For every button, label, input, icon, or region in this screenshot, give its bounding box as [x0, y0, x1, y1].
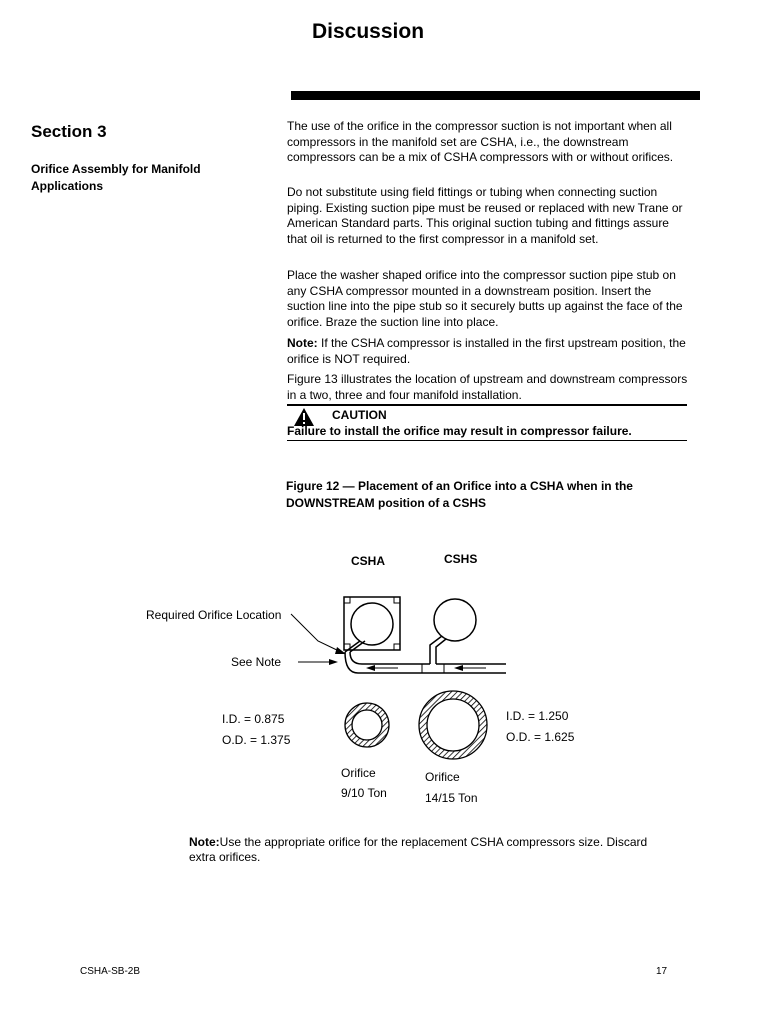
note-label: Note: — [287, 336, 318, 350]
flow-arrow-left — [366, 665, 398, 671]
paragraph-note — [287, 336, 692, 367]
caution-bottom-rule — [287, 440, 687, 441]
title-rule — [291, 91, 700, 100]
paragraph-orifice-importance: The use of the orifice in the compressor suction is not important when all compressors in the manifold set are CSHA, i.e., the downstream compressors can be a mix of CSHA compressors with or without orifices. — [287, 119, 674, 164]
label-cshs: CSHS — [444, 552, 478, 566]
label-see-note: See Note — [231, 655, 282, 669]
large-orifice-od: O.D. = 1.625 — [506, 730, 575, 744]
note-text: If the CSHA compressor is installed in the first upstream position, the orifice is NOT required. — [287, 336, 686, 366]
small-orifice-od: O.D. = 1.375 — [222, 733, 291, 747]
figure-caption: Figure 12 — Placement of an Orifice into a CSHA when in the DOWNSTREAM position of a CSHS — [286, 479, 633, 510]
bottom-note-text: Use the appropriate orifice for the replacement CSHA compressors size. Discard extra orifices. — [189, 835, 648, 864]
caution-label: CAUTION — [332, 408, 387, 422]
small-orifice-name: Orifice — [341, 766, 376, 780]
label-csha: CSHA — [351, 554, 386, 568]
bottom-note — [189, 835, 649, 865]
paragraph-no-substitute: Do not substitute using field fittings or tubing when connecting suction piping. Existing suction pipe must be reused or replaced with new Trane or American Standard parts. This original suction tubing and fittings assure that oil is returned to the first compressor in a manifold set. — [287, 185, 683, 246]
small-orifice-id: I.D. = 0.875 — [222, 712, 285, 726]
small-orifice-size: 9/10 Ton — [341, 786, 387, 800]
footer-doc-id: CSHA-SB-2B — [80, 966, 141, 977]
caution-top-rule — [287, 404, 687, 406]
label-required-orifice: Required Orifice Location — [146, 608, 282, 622]
page-title: Discussion — [312, 20, 425, 43]
large-orifice-name: Orifice — [425, 770, 460, 784]
csha-compressor — [344, 597, 400, 650]
large-orifice-id: I.D. = 1.250 — [506, 709, 569, 723]
large-orifice-ring — [419, 691, 487, 759]
section-subheading: Orifice Assembly for Manifold Applications — [31, 162, 201, 193]
orifice-placement-diagram — [0, 540, 768, 830]
footer-page-number: 17 — [656, 966, 668, 977]
bottom-note-label: Note: — [189, 835, 220, 849]
small-orifice-ring — [345, 703, 389, 747]
paragraph-figure-13: Figure 13 illustrates the location of upstream and downstream compressors in a two, three and four manifold installation. — [287, 372, 688, 402]
large-orifice-size: 14/15 Ton — [425, 791, 478, 805]
cshs-compressor — [434, 599, 476, 641]
paragraph-placement: Place the washer shaped orifice into the compressor suction pipe stub on any CSHA compressor mounted in a downstream position. Insert the suction line into the pipe stub so it securely butts up against the face of the orifice. Braze the suction line into place. — [287, 268, 683, 329]
leader-required-orifice — [291, 614, 341, 652]
section-heading: Section 3 — [31, 122, 107, 141]
caution-text: Failure to install the orifice may result in compressor failure. — [287, 424, 632, 438]
flow-arrow-right — [454, 665, 486, 671]
